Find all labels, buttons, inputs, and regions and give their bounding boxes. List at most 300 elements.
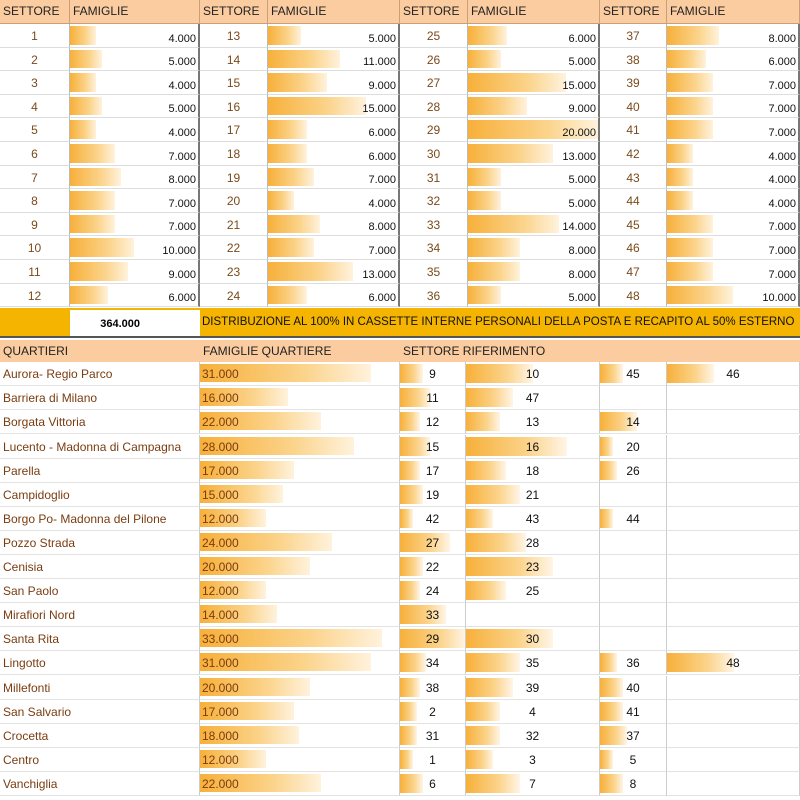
quartiere-families-cell [200, 627, 400, 651]
sector-number: 43 [626, 170, 640, 185]
header-label: FAMIGLIE [670, 4, 726, 18]
families-cell [667, 48, 800, 72]
settore-ref-cell [600, 772, 667, 796]
data-bar [268, 286, 307, 305]
quartieri-header-cell [0, 340, 200, 362]
data-bar [468, 168, 501, 187]
quartiere-families-cell [200, 531, 400, 555]
sector-row [0, 48, 800, 72]
families-value: 7.000 [168, 221, 196, 234]
quartiere-families-value: 31.000 [202, 656, 239, 671]
data-bar [268, 120, 307, 139]
sector-number: 24 [226, 288, 241, 303]
settore-ref-cell [466, 748, 600, 772]
quartiere-name: Millefonti [3, 680, 51, 695]
settore-ref: 22 [425, 560, 440, 574]
header-label: FAMIGLIE [73, 4, 129, 18]
sector-number-cell [200, 48, 268, 72]
sector-number: 18 [226, 147, 241, 161]
families-value: 14.000 [562, 221, 596, 234]
families-value: 6.000 [368, 292, 396, 305]
data-bar [667, 191, 693, 210]
quartiere-row [0, 410, 800, 434]
families-cell [468, 71, 600, 95]
settore-ref: 34 [425, 656, 440, 671]
sector-number: 14 [226, 52, 241, 67]
settore-ref: 26 [626, 463, 640, 478]
sector-number-cell [400, 236, 468, 260]
settore-ref-cell [667, 772, 800, 796]
quartiere-row [0, 603, 800, 627]
families-value: 7.000 [768, 221, 796, 234]
sector-number: 17 [226, 123, 241, 138]
settore-ref-cell [466, 603, 600, 627]
sector-number: 2 [31, 52, 38, 67]
quartiere-name-cell [0, 603, 200, 627]
sector-number-cell [600, 71, 667, 95]
settore-ref-cell [466, 676, 600, 700]
settore-ref: 20 [626, 439, 640, 454]
data-bar [268, 73, 327, 92]
data-bar [468, 286, 501, 305]
settore-ref-cell [667, 603, 800, 627]
data-bar [268, 262, 353, 281]
quartiere-name: Parella [3, 463, 41, 478]
sector-number: 48 [626, 288, 640, 303]
settore-ref-cell [400, 772, 466, 796]
families-value: 4.000 [168, 79, 196, 92]
data-bar [667, 286, 733, 305]
data-bar [468, 97, 527, 116]
sector-number-cell [400, 284, 468, 308]
families-cell [268, 142, 400, 166]
settore-ref-cell [667, 435, 800, 459]
data-bar [667, 168, 693, 187]
settore-ref-cell [667, 531, 800, 555]
quartiere-families-cell [200, 724, 400, 748]
families-cell [468, 48, 600, 72]
quartiere-name-cell [0, 435, 200, 459]
families-value: 11.000 [363, 56, 396, 69]
settore-ref: 33 [425, 608, 440, 623]
families-value: 4.000 [168, 126, 196, 139]
quartiere-row [0, 700, 800, 724]
families-cell [268, 24, 400, 48]
sector-number-cell [0, 71, 70, 95]
data-bar [268, 50, 340, 69]
settore-header [600, 0, 667, 24]
sector-number: 41 [626, 123, 640, 138]
data-bar [70, 238, 134, 257]
sector-number: 37 [626, 29, 640, 43]
settore-ref-cell [466, 507, 600, 531]
quartiere-row [0, 483, 800, 507]
settore-ref: 5 [629, 752, 637, 767]
quartiere-families-value: 17.000 [202, 463, 239, 478]
families-cell [468, 260, 600, 284]
sector-number: 5 [31, 123, 38, 138]
settore-ref: 44 [626, 511, 640, 526]
settore-ref-cell [466, 651, 600, 675]
sector-number-cell [200, 142, 268, 166]
settore-ref: 11 [426, 391, 439, 406]
data-bar [70, 215, 115, 234]
sector-row [0, 24, 800, 48]
quartiere-families-cell [200, 555, 400, 579]
header-label: SETTORE [403, 4, 460, 18]
quartiere-name: Lucento - Madonna di Campagna [3, 439, 182, 454]
settore-ref: 10 [525, 367, 540, 382]
settore-ref-cell [667, 507, 800, 531]
quartiere-name-cell [0, 507, 200, 531]
sector-number: 25 [426, 29, 441, 43]
sector-number-cell [200, 24, 268, 48]
quartiere-families-value: 22.000 [202, 776, 239, 791]
quartiere-name-cell [0, 651, 200, 675]
quartiere-families-cell [200, 362, 400, 386]
quartiere-name-cell [0, 410, 200, 434]
families-value: 5.000 [368, 32, 396, 45]
families-cell [268, 213, 400, 237]
sector-number: 7 [31, 170, 38, 185]
settore-ref: 9 [429, 367, 436, 382]
sector-number-cell [0, 166, 70, 190]
settore-ref: 8 [629, 776, 637, 791]
quartiere-name-cell [0, 748, 200, 772]
settore-ref-cell [600, 483, 667, 507]
families-value: 9.000 [368, 79, 396, 92]
data-bar [667, 215, 713, 234]
settore-ref: 42 [425, 511, 440, 526]
sector-number: 19 [226, 170, 241, 185]
settore-ref-cell [600, 627, 667, 651]
data-bar [70, 26, 96, 45]
quartiere-name: Borgata Vittoria [3, 415, 86, 430]
families-value: 5.000 [568, 174, 596, 187]
sector-number-cell [200, 260, 268, 284]
families-cell [268, 260, 400, 284]
header-label: SETTORE RIFERIMENTO [403, 344, 546, 359]
sector-number-cell [200, 189, 268, 213]
quartiere-families-value: 28.000 [202, 439, 239, 454]
settore-ref-cell [667, 579, 800, 603]
families-cell [268, 71, 400, 95]
sector-number: 20 [226, 194, 241, 209]
families-cell [70, 260, 200, 284]
families-cell [468, 118, 600, 142]
header-label: FAMIGLIE [271, 4, 327, 18]
data-bar [70, 50, 102, 69]
families-cell [667, 189, 800, 213]
quartiere-name: Crocetta [3, 728, 49, 743]
settore-ref-cell [400, 386, 466, 410]
families-value: 8.000 [168, 174, 196, 187]
quartiere-families-value: 14.000 [202, 608, 239, 623]
famiglie-header [468, 0, 600, 24]
settore-ref-cell [466, 555, 600, 579]
sector-number: 13 [226, 29, 241, 43]
data-bar [468, 73, 566, 92]
total-value: 364.000 [100, 318, 140, 331]
settore-ref: 6 [429, 776, 436, 791]
families-cell [468, 95, 600, 119]
settore-ref-cell [466, 772, 600, 796]
quartiere-row [0, 435, 800, 459]
data-bar [468, 50, 501, 69]
families-value: 7.000 [768, 244, 796, 257]
sector-row [0, 118, 800, 142]
families-value: 7.000 [368, 174, 396, 187]
settore-ref-cell [600, 362, 667, 386]
settore-ref-cell [600, 748, 667, 772]
sector-number-cell [600, 189, 667, 213]
settore-ref: 25 [525, 584, 540, 599]
settore-ref-cell [600, 603, 667, 627]
quartiere-name-cell [0, 579, 200, 603]
data-bar [268, 97, 366, 116]
sector-row [0, 260, 800, 284]
settore-ref: 30 [525, 632, 540, 647]
families-value: 4.000 [768, 150, 796, 163]
sector-number: 38 [626, 52, 640, 67]
sector-number-cell [600, 24, 667, 48]
sector-number: 36 [426, 288, 441, 303]
families-cell [70, 189, 200, 213]
quartiere-name-cell [0, 627, 200, 651]
families-value: 7.000 [768, 126, 796, 139]
families-value: 9.000 [568, 103, 596, 116]
quartiere-name: Borgo Po- Madonna del Pilone [3, 511, 167, 526]
quartiere-name-cell [0, 483, 200, 507]
settore-ref-cell [466, 724, 600, 748]
sector-number-cell [200, 236, 268, 260]
families-cell [667, 166, 800, 190]
settore-ref: 35 [525, 656, 540, 671]
data-bar [667, 50, 706, 69]
quartiere-families-value: 24.000 [202, 535, 239, 550]
sector-number: 30 [426, 147, 441, 161]
settore-ref: 16 [525, 439, 540, 454]
settore-ref-cell [400, 700, 466, 724]
quartiere-families-cell [200, 772, 400, 796]
settore-header [400, 0, 468, 24]
header-label: SETTORE [603, 4, 660, 18]
sector-number: 26 [426, 52, 441, 67]
total-band [0, 308, 800, 338]
data-bar [667, 238, 713, 257]
settore-ref-cell [466, 531, 600, 555]
quartiere-families-value: 17.000 [202, 704, 239, 719]
sector-number: 35 [426, 265, 441, 279]
quartiere-row [0, 724, 800, 748]
data-bar [468, 26, 507, 45]
sector-row [0, 166, 800, 190]
quartiere-name: Barriera di Milano [3, 391, 98, 406]
sector-number-cell [600, 166, 667, 190]
quartiere-name-cell [0, 459, 200, 483]
quartiere-name-cell [0, 555, 200, 579]
sector-number-cell [0, 95, 70, 119]
families-value: 7.000 [768, 79, 796, 92]
sector-number-cell [600, 213, 667, 237]
families-cell [70, 24, 200, 48]
families-cell [468, 189, 600, 213]
quartiere-name-cell [0, 724, 200, 748]
quartieri-header-row [0, 340, 800, 362]
settore-ref-cell [667, 627, 800, 651]
sector-number-cell [0, 284, 70, 308]
settore-ref: 37 [626, 728, 640, 743]
data-bar [268, 215, 320, 234]
quartiere-families-value: 22.000 [202, 415, 239, 430]
total-cell [70, 310, 200, 336]
families-value: 5.000 [568, 197, 596, 210]
quartiere-families-cell [200, 651, 400, 675]
sector-number-cell [200, 71, 268, 95]
data-bar [70, 286, 108, 305]
sector-number-cell [400, 260, 468, 284]
settore-ref: 15 [425, 439, 440, 454]
sector-number-cell [0, 142, 70, 166]
families-cell [268, 189, 400, 213]
settore-ref-cell [600, 410, 667, 434]
quartiere-row [0, 627, 800, 651]
quartiere-row [0, 531, 800, 555]
families-value: 8.000 [568, 268, 596, 281]
sector-number-cell [0, 260, 70, 284]
data-bar [468, 262, 520, 281]
quartiere-name-cell [0, 676, 200, 700]
sector-number-cell [400, 118, 468, 142]
families-value: 13.000 [362, 268, 396, 281]
data-bar [268, 168, 314, 187]
settore-ref-cell [667, 459, 800, 483]
data-bar [268, 238, 314, 257]
sector-number: 6 [31, 147, 38, 161]
settore-ref: 45 [626, 367, 640, 382]
quartiere-row [0, 651, 800, 675]
settore-ref: 1 [429, 752, 436, 767]
settore-ref-cell [400, 651, 466, 675]
header-label: SETTORE [203, 4, 260, 18]
families-value: 6.000 [168, 292, 196, 305]
quartiere-name: Santa Rita [3, 632, 60, 647]
quartiere-name: Cenisia [3, 560, 44, 574]
settore-ref-cell [400, 555, 466, 579]
settore-ref: 29 [425, 632, 440, 647]
sector-number-cell [200, 95, 268, 119]
quartiere-families-value: 20.000 [202, 560, 239, 574]
sector-number-cell [200, 166, 268, 190]
families-cell [268, 48, 400, 72]
sector-number: 45 [626, 217, 640, 232]
famiglie-header [667, 0, 800, 24]
quartiere-families-value: 12.000 [202, 584, 239, 599]
families-cell [667, 284, 800, 308]
header-label: FAMIGLIE QUARTIERE [203, 344, 332, 359]
settore-ref-cell [466, 459, 600, 483]
sector-number-cell [0, 48, 70, 72]
settore-ref-cell [600, 459, 667, 483]
settore-ref-cell [600, 724, 667, 748]
sector-number-cell [600, 142, 667, 166]
families-cell [70, 118, 200, 142]
settore-ref-cell [600, 651, 667, 675]
quartiere-row [0, 555, 800, 579]
quartiere-name-cell [0, 700, 200, 724]
settore-ref-cell [466, 700, 600, 724]
families-value: 4.000 [168, 32, 196, 45]
quartiere-row [0, 507, 800, 531]
settore-ref-cell [667, 700, 800, 724]
sector-number: 12 [27, 288, 42, 303]
families-value: 10.000 [162, 244, 196, 257]
quartiere-name: Mirafiori Nord [3, 608, 76, 623]
quartiere-families-value: 12.000 [202, 752, 239, 767]
settore-ref-cell [600, 531, 667, 555]
quartiere-families-cell [200, 410, 400, 434]
settore-ref-cell [667, 748, 800, 772]
quartieri-header-cell [200, 340, 400, 362]
sector-number: 27 [426, 76, 441, 91]
sector-number-cell [0, 213, 70, 237]
families-cell [667, 260, 800, 284]
settore-ref: 12 [425, 415, 440, 430]
sector-row [0, 236, 800, 260]
sector-number-cell [0, 189, 70, 213]
settore-ref: 46 [726, 367, 740, 382]
families-value: 8.000 [568, 244, 596, 257]
sector-number-cell [0, 24, 70, 48]
sector-number: 10 [27, 241, 42, 256]
sector-row [0, 284, 800, 308]
families-cell [268, 95, 400, 119]
families-cell [268, 284, 400, 308]
settore-ref-cell [400, 627, 466, 651]
families-value: 6.000 [568, 32, 596, 45]
settore-ref: 19 [425, 487, 440, 502]
quartiere-name-cell [0, 362, 200, 386]
sector-number-cell [400, 48, 468, 72]
families-value: 15.000 [362, 103, 396, 116]
settore-ref-cell [400, 603, 466, 627]
quartiere-families-cell [200, 435, 400, 459]
quartiere-name: Campidoglio [3, 487, 70, 502]
quartiere-families-value: 12.000 [202, 511, 239, 526]
settore-ref: 48 [726, 656, 740, 671]
data-bar [667, 144, 693, 163]
sector-row [0, 142, 800, 166]
distribution-note: DISTRIBUZIONE AL 100% IN CASSETTE INTERNE PERSONALI DELLA POSTA E RECAPITO AL 50% ESTERNO [202, 316, 795, 329]
settore-ref: 23 [525, 560, 540, 574]
sector-number-cell [400, 24, 468, 48]
families-cell [667, 142, 800, 166]
sector-number: 22 [226, 241, 241, 256]
data-bar [268, 144, 307, 163]
quartiere-name: San Paolo [3, 584, 59, 599]
settore-ref: 39 [525, 680, 540, 695]
families-value: 5.000 [568, 56, 596, 69]
quartiere-families-value: 16.000 [202, 391, 239, 406]
families-cell [667, 236, 800, 260]
settore-ref: 31 [425, 728, 440, 743]
sector-number: 1 [31, 29, 38, 43]
settore-ref: 7 [529, 776, 536, 791]
families-value: 20.000 [562, 126, 596, 139]
sector-number: 33 [426, 217, 441, 232]
sector-number: 21 [226, 217, 241, 232]
data-bar [70, 262, 128, 281]
